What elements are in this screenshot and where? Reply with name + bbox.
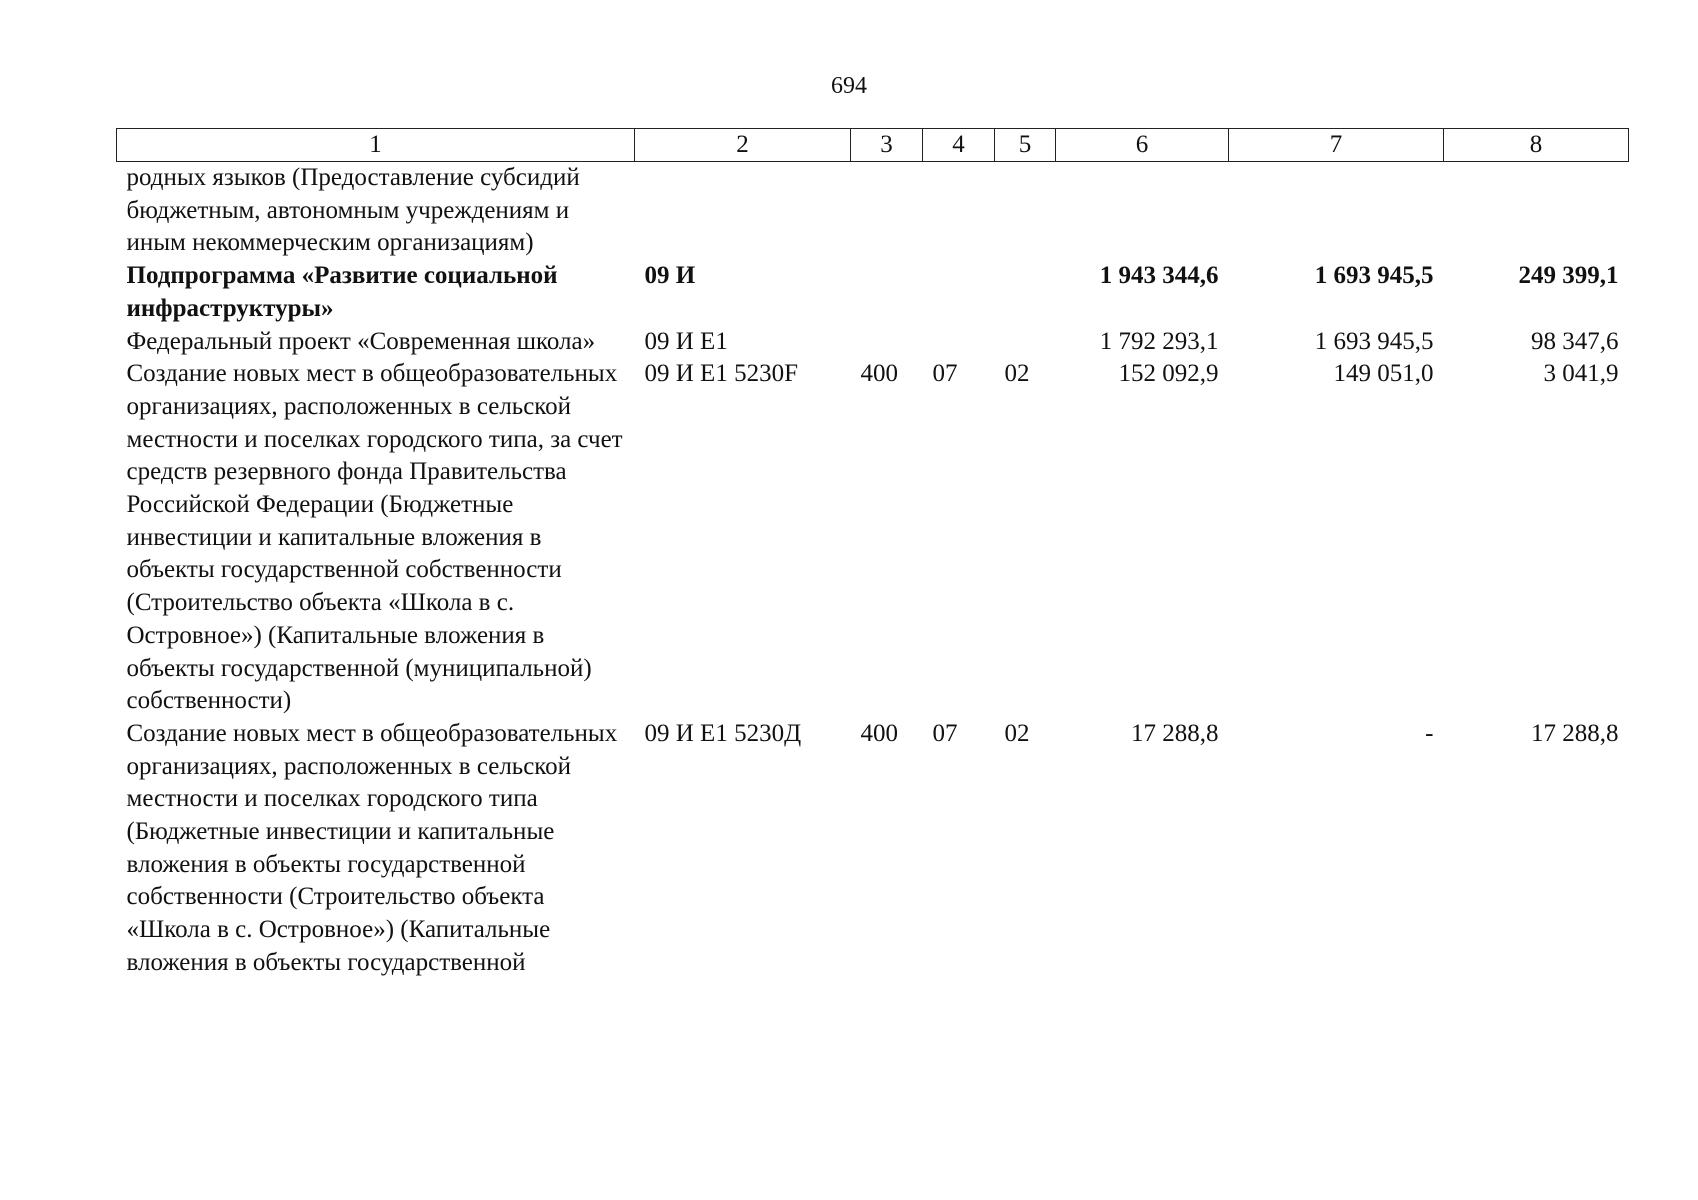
page-number: 694 — [831, 73, 867, 99]
row-code: 09 И Е1 5230F — [644, 360, 798, 388]
row-name: Создание новых мест в общеобразовательных организациях, расположенных в сельской местности и поселках городского типа (Бюджетные инвестиции и капитальные вложения в объекты государственной собственности (Строительство объекта «Школа в с. Островное») (Капитальные вложения в объекты государственной — [126, 719, 618, 976]
row-amount-8: 249 399,1 — [1518, 262, 1619, 290]
row-code: 09 И — [644, 262, 696, 290]
row-amount-8: 98 347,6 — [1531, 327, 1619, 355]
column-header-1: 1 — [117, 129, 635, 162]
row-amount-6: 1 792 293,1 — [1099, 327, 1219, 355]
table-row — [117, 358, 1629, 718]
table-row — [117, 260, 1629, 325]
row-amount-8 — [1444, 162, 1629, 261]
header-row — [117, 129, 1629, 162]
table-header — [117, 129, 1629, 162]
table-row — [117, 718, 1629, 980]
row-amount-7: - — [1425, 719, 1434, 747]
row-col5 — [995, 260, 1056, 325]
column-header-2: 2 — [635, 129, 851, 162]
row-col4: 07 — [932, 719, 958, 747]
row-col4 — [923, 326, 995, 359]
row-code: 09 И Е1 5230Д — [644, 719, 802, 747]
table-body — [117, 162, 1629, 980]
row-amount-7: 149 051,0 — [1333, 360, 1434, 388]
row-col4 — [923, 260, 995, 325]
row-col3 — [851, 260, 923, 325]
row-name: Создание новых мест в общеобразовательных организациях, расположенных в сельской местности и поселках городского типа, за счет средств резервного фонда Правительства Российской Федерации (Бюджетные инвестиции и капитальные вложения в объекты государственной собственности (Строительство объекта «Школа в с. Островное») (Капитальные вложения в объекты государственной (муниципальной) собственности) — [126, 360, 623, 715]
column-header-5: 5 — [995, 129, 1056, 162]
row-col5 — [995, 162, 1056, 261]
table-row — [117, 162, 1629, 261]
row-amount-6: 1 943 344,6 — [1099, 262, 1219, 290]
column-header-4: 4 — [923, 129, 995, 162]
row-col3 — [851, 162, 923, 261]
budget-table — [116, 128, 1629, 980]
row-col5 — [995, 326, 1056, 359]
row-col4 — [923, 162, 995, 261]
row-amount-6: 152 092,9 — [1118, 360, 1219, 388]
row-amount-8: 3 041,9 — [1543, 360, 1619, 388]
row-name: Федеральный проект «Современная школа» — [126, 327, 596, 355]
row-amount-6 — [1056, 162, 1229, 261]
column-header-6: 6 — [1056, 129, 1229, 162]
row-amount-7 — [1229, 162, 1444, 261]
column-header-8: 8 — [1444, 129, 1629, 162]
row-col5: 02 — [1004, 719, 1030, 747]
row-name: Подпрограмма «Развитие социальной инфраструктуры» — [126, 262, 558, 322]
column-header-7: 7 — [1229, 129, 1444, 162]
row-amount-7: 1 693 945,5 — [1314, 262, 1434, 290]
row-code: 09 И Е1 — [644, 327, 728, 355]
row-amount-8: 17 288,8 — [1531, 719, 1619, 747]
row-amount-6: 17 288,8 — [1131, 719, 1219, 747]
row-col3 — [851, 326, 923, 359]
table-row — [117, 326, 1629, 359]
row-col5: 02 — [1004, 360, 1030, 388]
row-name: родных языков (Предоставление субсидий бюджетным, автономным учреждениям и иным некоммерческим организациям) — [126, 164, 580, 257]
row-code — [635, 162, 851, 261]
row-col3: 400 — [860, 719, 898, 747]
row-col4: 07 — [932, 360, 958, 388]
column-header-3: 3 — [851, 129, 923, 162]
row-col3: 400 — [860, 360, 898, 388]
row-amount-7: 1 693 945,5 — [1314, 327, 1434, 355]
